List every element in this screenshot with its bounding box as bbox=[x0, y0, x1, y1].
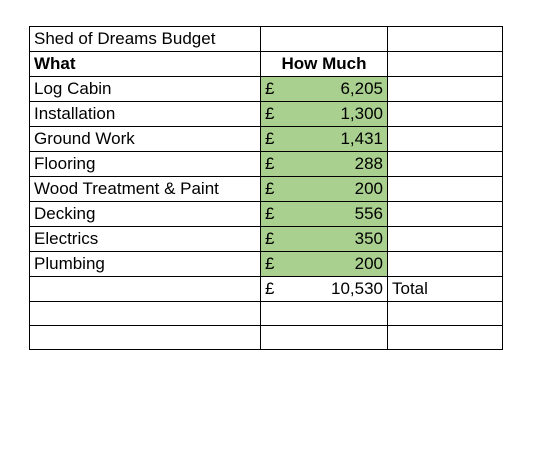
total-amount-value: 10,530 bbox=[331, 279, 383, 298]
empty-cell[interactable] bbox=[388, 27, 503, 52]
empty-cell[interactable] bbox=[388, 227, 503, 252]
item-name-cell[interactable]: Flooring bbox=[30, 152, 261, 177]
table-row bbox=[30, 152, 503, 177]
budget-spreadsheet bbox=[29, 26, 503, 350]
empty-cell[interactable] bbox=[388, 127, 503, 152]
empty-cell[interactable] bbox=[388, 102, 503, 127]
amount-cell[interactable] bbox=[261, 102, 388, 127]
amount-cell[interactable] bbox=[261, 152, 388, 177]
item-name-cell[interactable]: Decking bbox=[30, 202, 261, 227]
amount-cell[interactable] bbox=[261, 202, 388, 227]
item-name-cell[interactable]: Wood Treatment & Paint bbox=[30, 177, 261, 202]
table-row bbox=[30, 202, 503, 227]
currency-symbol: £ bbox=[265, 154, 275, 173]
empty-cell[interactable] bbox=[388, 152, 503, 177]
table-row bbox=[30, 252, 503, 277]
total-amount-cell[interactable] bbox=[261, 277, 388, 302]
currency-symbol: £ bbox=[265, 254, 275, 273]
currency-symbol: £ bbox=[265, 129, 275, 148]
total-label-cell[interactable]: Total bbox=[388, 277, 503, 302]
amount-value: 1,431 bbox=[340, 129, 383, 148]
empty-cell[interactable] bbox=[388, 202, 503, 227]
currency-symbol: £ bbox=[265, 229, 275, 248]
empty-cell[interactable] bbox=[388, 326, 503, 350]
amount-value: 200 bbox=[354, 179, 383, 198]
sheet-title[interactable]: Shed of Dreams Budget bbox=[30, 27, 261, 52]
amount-value: 6,205 bbox=[340, 79, 383, 98]
empty-cell[interactable] bbox=[261, 27, 388, 52]
what-column-header[interactable]: What bbox=[30, 52, 261, 77]
empty-cell[interactable] bbox=[388, 302, 503, 326]
table-row bbox=[30, 127, 503, 152]
item-name-cell[interactable]: Installation bbox=[30, 102, 261, 127]
empty-cell[interactable] bbox=[30, 302, 261, 326]
empty-cell[interactable] bbox=[388, 77, 503, 102]
amount-value: 350 bbox=[354, 229, 383, 248]
currency-symbol: £ bbox=[265, 204, 275, 223]
title-row bbox=[30, 27, 503, 52]
item-name-cell[interactable]: Log Cabin bbox=[30, 77, 261, 102]
header-row bbox=[30, 52, 503, 77]
item-name-cell[interactable]: Plumbing bbox=[30, 252, 261, 277]
empty-cell[interactable] bbox=[261, 302, 388, 326]
table-row bbox=[30, 177, 503, 202]
currency-symbol: £ bbox=[265, 279, 275, 298]
amount-cell[interactable] bbox=[261, 177, 388, 202]
empty-cell[interactable] bbox=[388, 177, 503, 202]
table-row bbox=[30, 77, 503, 102]
item-name-cell[interactable]: Electrics bbox=[30, 227, 261, 252]
empty-row bbox=[30, 302, 503, 326]
amount-cell[interactable] bbox=[261, 252, 388, 277]
amount-value: 556 bbox=[354, 204, 383, 223]
empty-row bbox=[30, 326, 503, 350]
currency-symbol: £ bbox=[265, 79, 275, 98]
empty-cell[interactable] bbox=[30, 277, 261, 302]
table-row bbox=[30, 102, 503, 127]
empty-cell[interactable] bbox=[261, 326, 388, 350]
total-row bbox=[30, 277, 503, 302]
how-much-column-header[interactable]: How Much bbox=[261, 52, 388, 77]
amount-cell[interactable] bbox=[261, 227, 388, 252]
amount-value: 1,300 bbox=[340, 104, 383, 123]
currency-symbol: £ bbox=[265, 179, 275, 198]
empty-cell[interactable] bbox=[30, 326, 261, 350]
amount-cell[interactable] bbox=[261, 77, 388, 102]
table-row bbox=[30, 227, 503, 252]
amount-value: 288 bbox=[354, 154, 383, 173]
currency-symbol: £ bbox=[265, 104, 275, 123]
empty-cell[interactable] bbox=[388, 252, 503, 277]
item-name-cell[interactable]: Ground Work bbox=[30, 127, 261, 152]
empty-cell[interactable] bbox=[388, 52, 503, 77]
amount-cell[interactable] bbox=[261, 127, 388, 152]
amount-value: 200 bbox=[354, 254, 383, 273]
